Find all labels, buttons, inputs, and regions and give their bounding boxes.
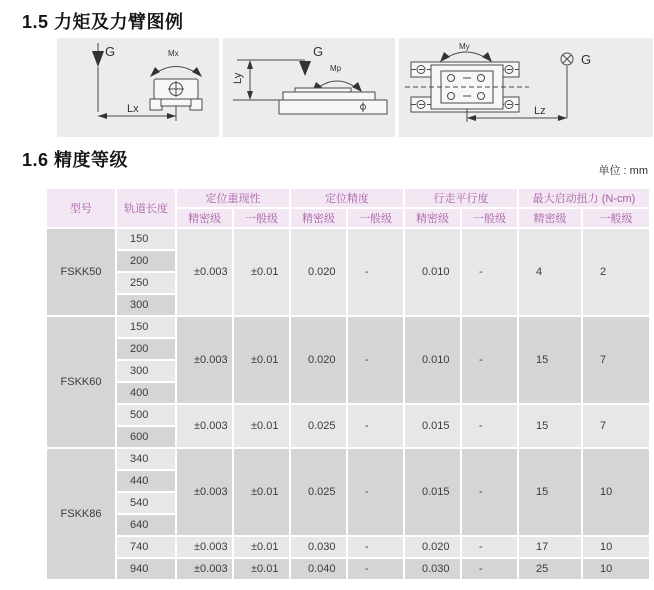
force-label: G: [313, 44, 324, 59]
repeatability-precision: ±0.003: [177, 229, 232, 315]
table-row: [47, 317, 649, 337]
parallelism-precision: 0.030: [405, 559, 460, 579]
rail-length: 500: [117, 405, 175, 425]
rail-length: 600: [117, 427, 175, 447]
rail-length: 150: [117, 317, 175, 337]
accuracy-normal: -: [348, 229, 403, 315]
parallelism-normal: -: [462, 449, 517, 535]
accuracy-precision: 0.025: [291, 449, 346, 535]
rail-length: 640: [117, 515, 175, 535]
model-name: FSKK50: [47, 229, 115, 315]
accuracy-precision: 0.020: [291, 317, 346, 403]
parallelism-precision: 0.015: [405, 449, 460, 535]
parallelism-precision: 0.020: [405, 537, 460, 557]
model-name: FSKK60: [47, 317, 115, 447]
repeatability-normal: ±0.01: [234, 229, 289, 315]
subheader-normal: 一般级: [462, 209, 517, 227]
table-row: [47, 229, 649, 249]
rail-length: 300: [117, 361, 175, 381]
rail-length: 940: [117, 559, 175, 579]
accuracy-normal: -: [348, 537, 403, 557]
gravity-arrow-icon: [92, 51, 104, 67]
torque-normal: 10: [583, 559, 649, 579]
side-view-drawing: [223, 38, 395, 137]
moment-label: Mp: [330, 64, 342, 73]
rail-length: 300: [117, 295, 175, 315]
repeatability-precision: ±0.003: [177, 405, 232, 447]
dim-label: Lz: [534, 105, 546, 117]
subheader-normal: 一般级: [234, 209, 289, 227]
repeatability-normal: ±0.01: [234, 559, 289, 579]
col-group-repeatability: 定位重现性: [177, 189, 289, 207]
force-label: G: [581, 52, 592, 67]
repeatability-precision: ±0.003: [177, 537, 232, 557]
table-row: [47, 537, 649, 557]
section-title-moment: 1.5 力矩及力臂图例: [22, 12, 184, 32]
torque-precision: 17: [519, 537, 581, 557]
subheader-precision: 精密级: [177, 209, 232, 227]
rail-length: 540: [117, 493, 175, 513]
torque-precision: 15: [519, 317, 581, 403]
moment-label: My: [459, 42, 470, 51]
accuracy-precision: 0.025: [291, 405, 346, 447]
precision-grade-table: [45, 187, 651, 581]
torque-precision: 15: [519, 405, 581, 447]
col-group-starting-torque: 最大启动扭力 (N-cm): [519, 189, 649, 207]
diagram-front-view: [57, 38, 219, 137]
col-group-accuracy: 定位精度: [291, 189, 403, 207]
accuracy-normal: -: [348, 559, 403, 579]
table-row: [47, 559, 649, 579]
parallelism-precision: 0.010: [405, 229, 460, 315]
col-header-rail-length: 轨道长度: [117, 189, 175, 227]
rail-length: 400: [117, 383, 175, 403]
repeatability-precision: ±0.003: [177, 449, 232, 535]
parallelism-normal: -: [462, 317, 517, 403]
accuracy-normal: -: [348, 317, 403, 403]
subheader-normal: 一般级: [348, 209, 403, 227]
accuracy-precision: 0.040: [291, 559, 346, 579]
section-title-precision: 1.6 精度等级: [22, 150, 129, 170]
accuracy-precision: 0.020: [291, 229, 346, 315]
subheader-precision: 精密级: [291, 209, 346, 227]
header-row-groups: [47, 189, 649, 207]
parallelism-precision: 0.015: [405, 405, 460, 447]
repeatability-normal: ±0.01: [234, 449, 289, 535]
table-row: [47, 405, 649, 425]
top-view-drawing: [399, 38, 653, 137]
moment-diagrams-row: [57, 38, 653, 137]
parallelism-normal: -: [462, 559, 517, 579]
rail-length: 740: [117, 537, 175, 557]
diagram-top-view: [399, 38, 653, 137]
accuracy-precision: 0.030: [291, 537, 346, 557]
gravity-arrow-icon: [299, 61, 311, 76]
table-row: [47, 449, 649, 469]
torque-normal: 7: [583, 317, 649, 403]
moment-label: Mx: [168, 49, 179, 58]
torque-precision: 25: [519, 559, 581, 579]
dim-label: Ly: [232, 72, 244, 84]
rail-length: 200: [117, 339, 175, 359]
front-view-drawing: [57, 38, 219, 137]
repeatability-normal: ±0.01: [234, 405, 289, 447]
parallelism-normal: -: [462, 537, 517, 557]
rail-length: 150: [117, 229, 175, 249]
repeatability-normal: ±0.01: [234, 537, 289, 557]
dim-label: Lx: [127, 103, 139, 115]
torque-precision: 4: [519, 229, 581, 315]
subheader-normal: 一般级: [583, 209, 649, 227]
torque-normal: 2: [583, 229, 649, 315]
parallelism-normal: -: [462, 405, 517, 447]
subheader-precision: 精密级: [519, 209, 581, 227]
rail-length: 250: [117, 273, 175, 293]
torque-precision: 15: [519, 449, 581, 535]
repeatability-normal: ±0.01: [234, 317, 289, 403]
parallelism-normal: -: [462, 229, 517, 315]
repeatability-precision: ±0.003: [177, 317, 232, 403]
col-group-parallelism: 行走平行度: [405, 189, 517, 207]
force-label: G: [105, 44, 116, 59]
accuracy-normal: -: [348, 449, 403, 535]
parallelism-precision: 0.010: [405, 317, 460, 403]
torque-normal: 10: [583, 537, 649, 557]
diagram-side-view: [223, 38, 395, 137]
model-name: FSKK86: [47, 449, 115, 579]
unit-label: 单位 : mm: [598, 165, 648, 177]
subheader-precision: 精密级: [405, 209, 460, 227]
torque-normal: 10: [583, 449, 649, 535]
rail-length: 340: [117, 449, 175, 469]
accuracy-normal: -: [348, 405, 403, 447]
col-header-model: 型号: [47, 189, 115, 227]
rail-length: 200: [117, 251, 175, 271]
torque-normal: 7: [583, 405, 649, 447]
repeatability-precision: ±0.003: [177, 559, 232, 579]
rail-length: 440: [117, 471, 175, 491]
